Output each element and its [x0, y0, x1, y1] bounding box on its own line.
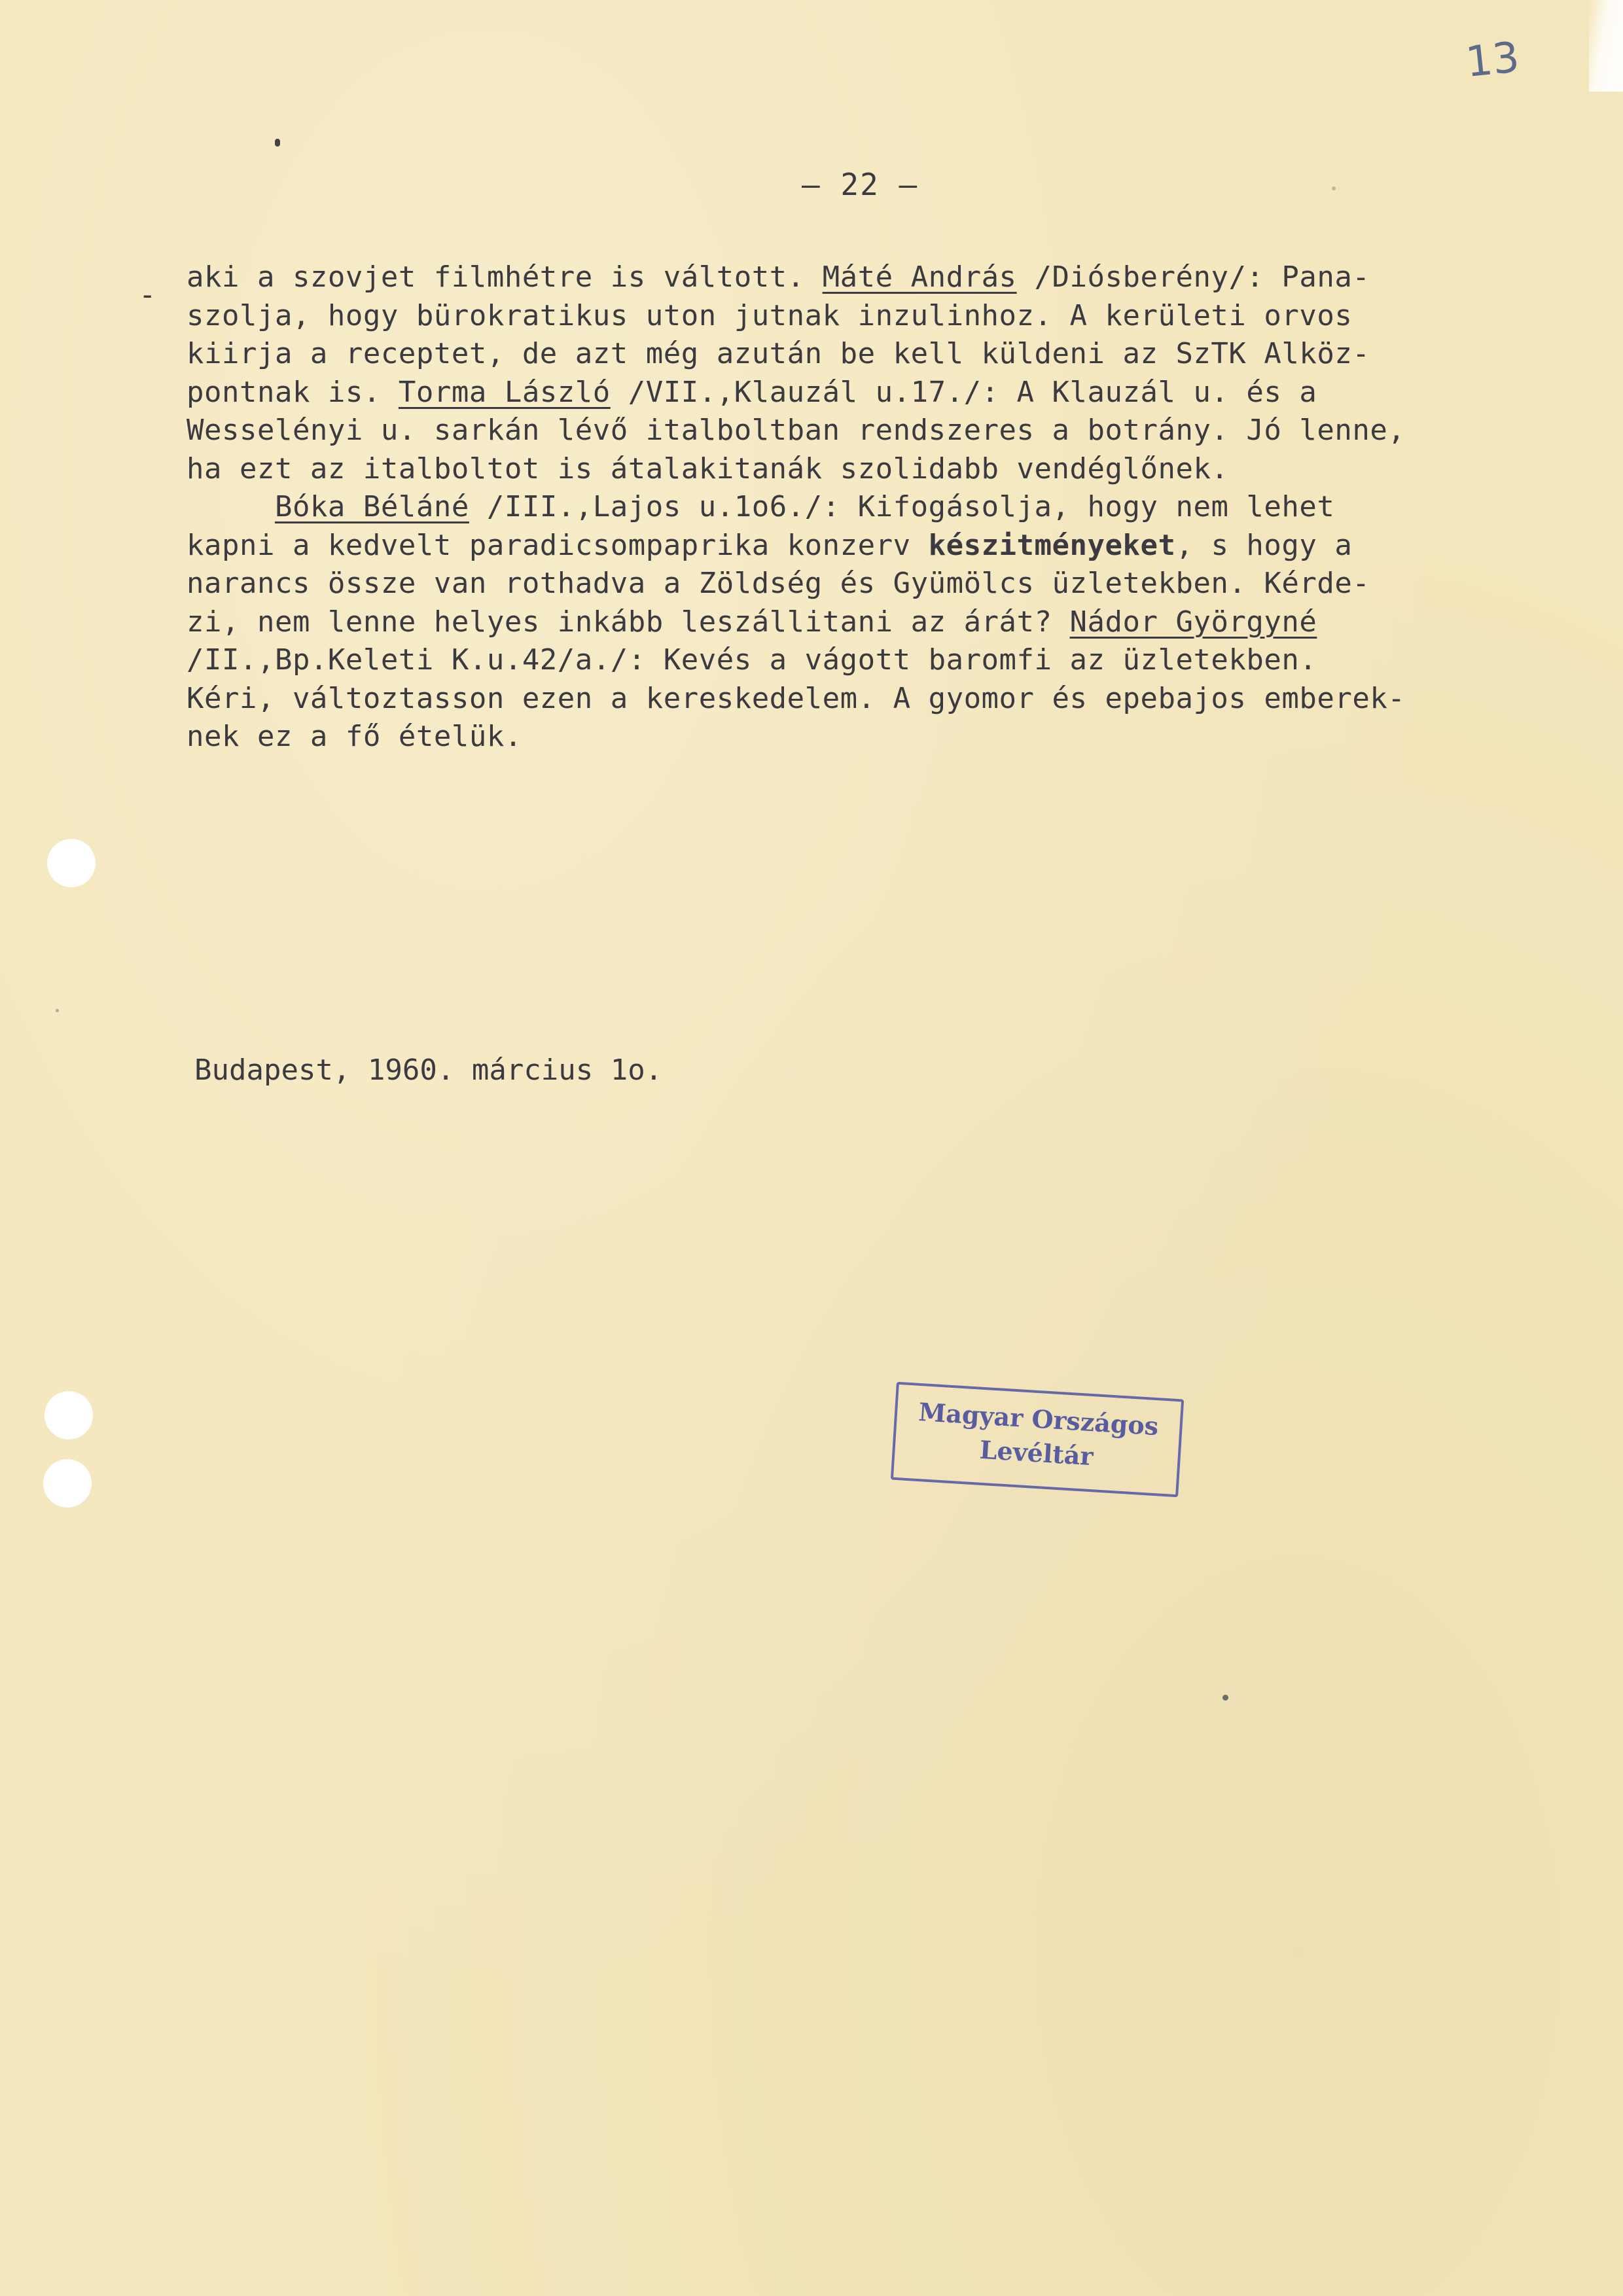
folio-number: 13	[1463, 33, 1522, 88]
overtyped-word: készitményeket	[928, 528, 1176, 562]
page-corner-fold	[1589, 0, 1623, 92]
person-name: Máté András	[822, 260, 1017, 294]
text-line: kapni a kedvelt paradicsompaprika konzerv készitményeket, s hogy a	[187, 528, 1353, 562]
date-line: Budapest, 1960. március 1o.	[194, 1053, 663, 1087]
person-name: Bóka Béláné	[274, 490, 469, 523]
punch-hole	[45, 1391, 93, 1439]
ink-speck	[1332, 186, 1336, 190]
text-line: narancs össze van rothadva a Zöldség és Gyümölcs üzletekben. Kérde-	[187, 567, 1370, 600]
stamp-line: Magyar Országos	[918, 1396, 1160, 1441]
text-line: Bóka Béláné /III.,Lajos u.1o6./: Kifogásolja, hogy nem lehet	[274, 490, 1335, 523]
text-line: zi, nem lenne helyes inkább leszállitani az árát? Nádor Györgyné	[187, 605, 1317, 639]
text-line: pontnak is. Torma László /VII.,Klauzál u.17./: A Klauzál u. és a	[187, 375, 1317, 409]
person-name: Nádor Györgyné	[1069, 605, 1317, 639]
ink-dot	[275, 139, 280, 147]
person-name: Torma László	[398, 375, 611, 409]
punch-hole	[43, 1459, 92, 1508]
text-line: kiirja a receptet, de azt még azután be kell küldeni az SzTK Alköz-	[187, 337, 1370, 370]
text-line: /II.,Bp.Keleti K.u.42/a./: Kevés a vágott baromfi az üzletekben.	[187, 643, 1317, 677]
stamp-line: Levéltár	[978, 1434, 1094, 1472]
ink-speck	[1222, 1695, 1228, 1701]
punch-hole	[47, 839, 96, 887]
text-line: Wesselényi u. sarkán lévő italboltban rendszeres a botrány. Jó lenne,	[187, 414, 1406, 447]
text-line: Kéri, változtasson ezen a kereskedelem. A gyomor és epebajos emberek-	[187, 681, 1406, 715]
archive-stamp	[891, 1382, 1184, 1498]
page-number: – 22 –	[802, 167, 919, 202]
report-body	[187, 258, 1594, 756]
ink-speck	[56, 1009, 59, 1012]
margin-dash: -	[139, 278, 156, 311]
text-line: ha ezt az italboltot is átalakitanák szolidabb vendéglőnek.	[187, 451, 1229, 486]
text-line: nek ez a fő ételük.	[187, 720, 522, 753]
text-line: aki a szovjet filmhétre is váltott. Máté András /Diósberény/: Pana-	[187, 260, 1370, 294]
text-line: szolja, hogy bürokratikus uton jutnak inzulinhoz. A kerületi orvos	[187, 298, 1353, 332]
